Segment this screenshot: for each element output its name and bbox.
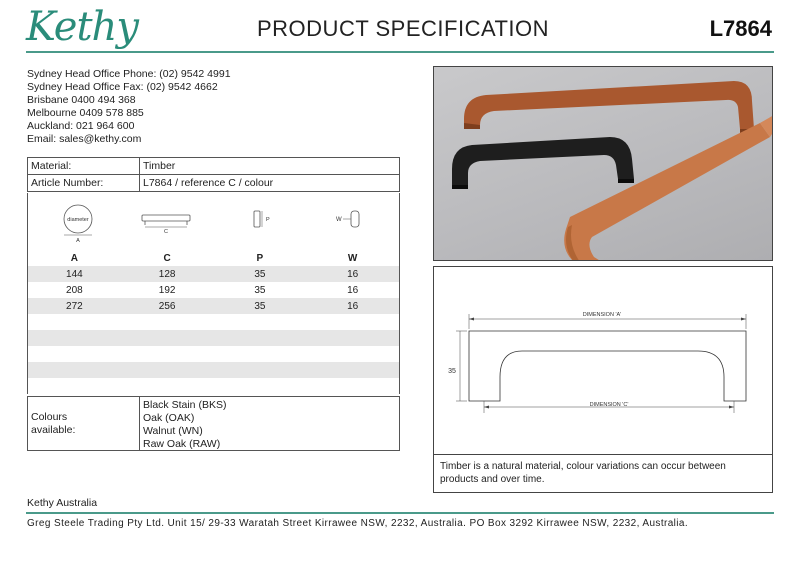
dimension-a-label: DIMENSION 'A' [582, 312, 622, 318]
list-item: Walnut (WN) [143, 425, 203, 437]
contact-line: Sydney Head Office Phone: (02) 9542 4991 [27, 68, 231, 80]
technical-drawing [433, 266, 773, 455]
table-cell: 144 [66, 268, 83, 280]
contact-email[interactable]: Email: sales@kethy.com [27, 133, 142, 145]
colours-label [28, 397, 140, 450]
table-cell: 16 [347, 284, 359, 296]
table-cell: 272 [66, 300, 83, 312]
article-row [28, 175, 400, 192]
colours-section [27, 396, 400, 451]
column-header-c: C [163, 252, 171, 264]
article-label: Article Number: [28, 175, 140, 192]
product-photo [433, 66, 773, 261]
table-cell: 256 [158, 300, 176, 312]
empty-row [28, 362, 399, 378]
company-name: Kethy Australia [27, 497, 98, 509]
kethy-logo: Kethy [26, 4, 138, 50]
spec-table [27, 157, 400, 192]
column-header-p: P [256, 252, 264, 264]
material-label: Material: [28, 158, 140, 175]
dimensions-table [27, 250, 400, 394]
empty-row [28, 346, 399, 362]
length-diagram-icon [136, 193, 196, 248]
table-cell: 35 [254, 300, 266, 312]
empty-row [28, 314, 399, 330]
colours-list [143, 399, 226, 451]
list-item: Raw Oak (RAW) [143, 438, 221, 450]
table-cell: 192 [158, 284, 176, 296]
width-diagram-icon [334, 193, 374, 248]
length-c-label: C [164, 229, 168, 235]
table-cell: 16 [347, 300, 359, 312]
width-w-label: W [336, 217, 342, 223]
table-cell: 128 [158, 268, 176, 280]
dimension-c-label: DIMENSION 'C' [589, 402, 629, 408]
column-header-w: W [347, 252, 358, 264]
colours-label-line: available: [31, 424, 76, 436]
contact-line: Sydney Head Office Fax: (02) 9542 4662 [27, 81, 218, 93]
table-row [28, 282, 399, 298]
diameter-a-label: A [76, 238, 80, 244]
table-row [28, 266, 399, 282]
contact-line: Melbourne 0409 578 885 [27, 107, 144, 119]
table-cell: 208 [66, 284, 83, 296]
dimension-drawing [434, 267, 774, 456]
column-header-a: A [70, 252, 78, 264]
contact-details [27, 68, 231, 146]
list-item: Black Stain (BKS) [143, 399, 227, 411]
footer-address: Greg Steele Trading Pty Ltd. Unit 15/ 29-33 Waratah Street Kirrawee NSW, 2232, Australia. PO Box 3292 Kirrawee NSW, 2232, Australia. [27, 518, 689, 529]
table-cell: 35 [254, 268, 266, 280]
diameter-text: diameter [67, 217, 89, 223]
colours-label-line: Colours [31, 411, 68, 423]
header-divider [26, 51, 774, 53]
projection-p-label: P [266, 217, 270, 223]
table-row [28, 298, 399, 314]
article-value: L7864 / reference C / colour [140, 175, 400, 192]
timber-note: Timber is a natural material, colour variations can occur between products and over time. [433, 455, 773, 493]
table-cell: 35 [254, 284, 266, 296]
product-code: L7864 [709, 16, 772, 41]
projection-diagram-icon [248, 193, 278, 248]
dimensions-header-row [28, 250, 399, 266]
handles-illustration [434, 67, 773, 261]
contact-line: Brisbane 0400 494 368 [27, 94, 136, 106]
list-item: Oak (OAK) [143, 412, 195, 424]
footer-divider [26, 512, 774, 514]
material-value: Timber [140, 158, 400, 175]
table-cell: 16 [347, 268, 359, 280]
page-title: PRODUCT SPECIFICATION [257, 16, 550, 41]
contact-line: Auckland: 021 964 600 [27, 120, 135, 132]
material-row [28, 158, 400, 175]
empty-row [28, 378, 399, 394]
empty-row [28, 330, 399, 346]
diameter-diagram-icon [56, 193, 106, 248]
height-label: 35 [448, 368, 456, 375]
dimension-diagrams [27, 193, 400, 250]
